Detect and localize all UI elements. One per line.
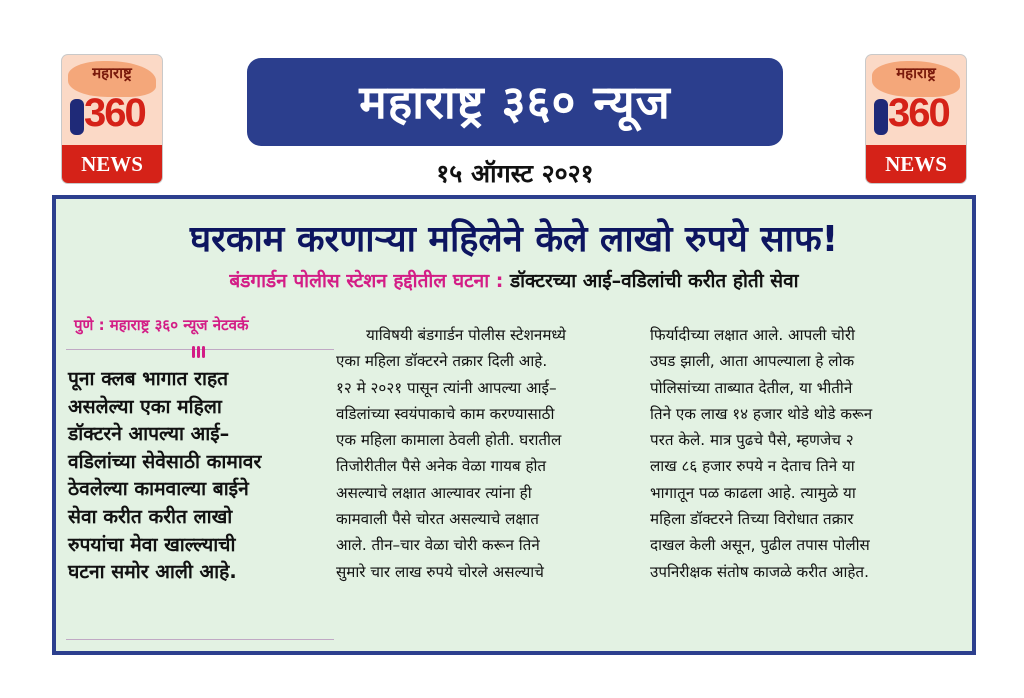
body-line: उघड झाली, आता आपल्याला हे लोक: [650, 352, 855, 371]
intro-line: असलेल्या एका महिला: [68, 394, 222, 418]
body-line: भागातून पळ काढला आहे. त्यामुळे या: [650, 483, 856, 502]
divider-bottom: [66, 639, 334, 640]
divider-ornament: [192, 343, 212, 355]
logo-right: [866, 55, 966, 183]
logo-number: 360: [84, 91, 145, 135]
body-line: तिने एक लाख १४ हजार थोडे थोडे करून: [650, 404, 873, 423]
intro-line: डॉक्टरने आपल्या आई–: [68, 422, 230, 446]
intro-line: सेवा करीत करीत लाखो: [68, 504, 233, 528]
article-box: [52, 195, 976, 655]
subhead-text: डॉक्टरच्या आई–वडिलांची करीत होती सेवा: [509, 270, 799, 292]
body-line: दाखल केली असून, पुढील तपास पोलीस: [650, 536, 870, 555]
logo-top-text: महाराष्ट्र: [92, 64, 132, 82]
intro-line: रुपयांचा मेवा खाल्ल्याची: [68, 532, 236, 556]
logo-left: [62, 55, 162, 183]
body-line: फिर्यादीच्या लक्षात आले. आपली चोरी: [650, 326, 855, 344]
body-line: असल्याचे लक्षात आल्यावर त्यांना ही: [336, 483, 532, 502]
intro-line: घटना समोर आली आहे.: [68, 560, 237, 584]
body-line: उपनिरीक्षक संतोष काजळे करीत आहेत.: [650, 562, 869, 581]
intro-line: ठेवलेल्या कामवाल्या बाईने: [68, 477, 249, 501]
logo-number: 360: [888, 91, 949, 135]
publication-date: १५ ऑगस्ट २०२१: [436, 159, 594, 188]
divider: [66, 349, 334, 350]
body-line: एका महिला डॉक्टरने तक्रार दिली आहे.: [336, 352, 548, 371]
body-line: सुमारे चार लाख रुपये चोरले असल्याचे: [336, 562, 544, 581]
intro-paragraph: [68, 365, 334, 586]
body-line: वडिलांच्या स्वयंपाकाचे काम करण्यासाठी: [336, 404, 555, 423]
body-line: १२ मे २०२१ पासून त्यांनी आपल्या आई–: [336, 378, 557, 397]
body-line: याविषयी बंडगार्डन पोलीस स्टेशनमध्ये: [366, 326, 566, 344]
article-column-2: [336, 322, 638, 585]
body-line: परत केले. मात्र पुढचे पैसे, म्हणजेच २: [650, 431, 854, 450]
byline: पुणे : महाराष्ट्र ३६० न्यूज नेटवर्क: [74, 316, 249, 334]
body-line: कामवाली पैसे चोरत असल्याचे लक्षात: [336, 510, 539, 529]
microphone-icon: [70, 99, 84, 135]
body-line: तिजोरीतील पैसे अनेक वेळा गायब होत: [336, 457, 547, 476]
article-column-3: [650, 322, 952, 585]
article-headline: घरकाम करणाऱ्या महिलेने केले लाखो रुपये साफ!: [189, 219, 839, 260]
body-line: पोलिसांच्या ताब्यात देतील, या भीतीने: [650, 378, 853, 397]
body-line: एक महिला कामाला ठेवली होती. घरातील: [336, 431, 562, 450]
body-line: लाख ८६ हजार रुपये न देताच तिने या: [650, 457, 855, 476]
intro-line: पूना क्लब भागात राहत: [68, 367, 229, 390]
body-line: महिला डॉक्टरने तिच्या विरोधात तक्रार: [650, 510, 854, 529]
microphone-icon: [874, 99, 888, 135]
subhead-highlight: बंडगार्डन पोलीस स्टेशन हद्दीतील घटना :: [229, 270, 504, 292]
logo-news-label: NEWS: [866, 145, 966, 183]
logo-top-text: महाराष्ट्र: [896, 64, 936, 82]
body-line: आले. तीन–चार वेळा चोरी करून तिने: [336, 536, 540, 555]
logo-news-label: NEWS: [62, 145, 162, 183]
masthead-title: महाराष्ट्र ३६० न्यूज: [247, 58, 783, 146]
article-subhead: [56, 267, 972, 293]
intro-line: वडिलांच्या सेवेसाठी कामावर: [68, 449, 262, 473]
